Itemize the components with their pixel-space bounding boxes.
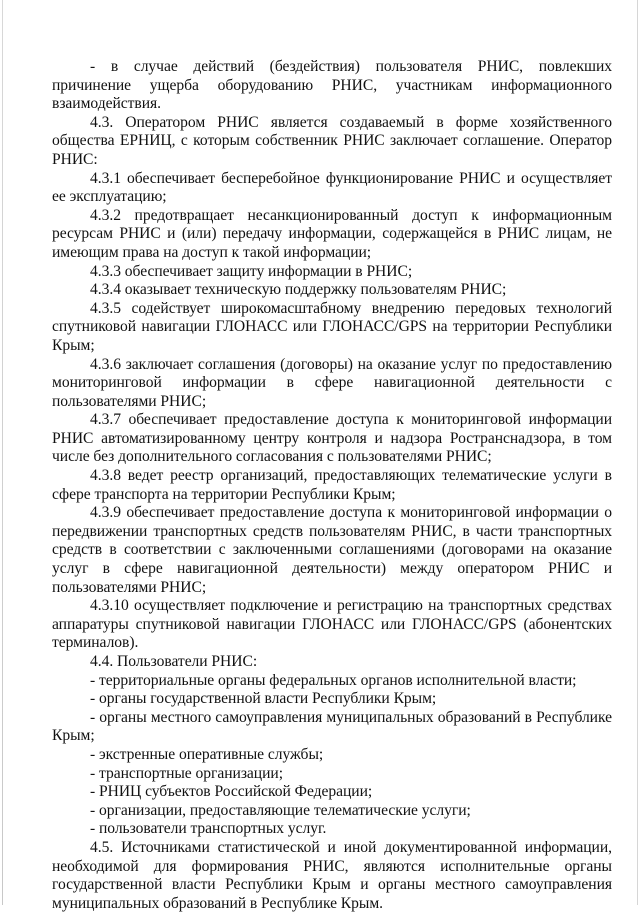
- list-item-transport-organizations: - транспортные организации;: [90, 764, 283, 782]
- paragraph-4-3-10: 4.3.10 осуществляет подключение и регистрацию на транспортных средствах аппаратуры спутниковой навигации ГЛОНАСС или ГЛОНАСС/GPS (абонентских терминалов).: [52, 597, 612, 652]
- scan-edge-left: [2, 0, 3, 905]
- list-item-emergency-services: - экстренные оперативные службы;: [90, 745, 324, 763]
- paragraph-4-3-3: 4.3.3 обеспечивает защиту информации в РНИС;: [90, 262, 413, 280]
- paragraph-damage-clause: - в случае действий (бездействия) пользователя РНИС, повлекших причинение ущерба оборудованию РНИС, участникам информационного взаимодействия.: [52, 58, 612, 113]
- paragraph-4-4: 4.4. Пользователи РНИС:: [90, 653, 258, 670]
- paragraph-4-5: 4.5. Источниками статистической и иной документированной информации, необходимой для формирования РНИС, являются исполнительные органы государственной власти Республики Крым и органы местного самоуправления муниципальных образований в Республике Крым.: [52, 838, 612, 912]
- paragraph-4-3-9: 4.3.9 обеспечивает предоставление доступа к мониторинговой информации о передвижении транспортных средств пользователям РНИС, в части транспортных средств в соответствии с заключенными соглашениями (договорами на оказание услуг в сфере навигационной деятельности) между оператором РНИС и пользователями РНИС;: [52, 504, 612, 596]
- paragraph-4-3-7: 4.3.7 обеспечивает предоставление доступа к мониторинговой информации РНИС автоматизированному центру контроля и надзора Ространснадзора, в том числе без дополнительного согласования с пользователями РНИС;: [52, 411, 612, 466]
- list-item-state-authorities: - органы государственной власти Республики Крым;: [90, 690, 437, 708]
- paragraph-4-3-2: 4.3.2 предотвращает несанкционированный доступ к информационным ресурсам РНИС и (или) передачу информации, содержащейся в РНИС лицам, не имеющим права на доступ к такой информации;: [52, 206, 612, 261]
- list-item-local-government: - органы местного самоуправления муниципальных образований в Республике Крым;: [52, 708, 612, 745]
- scan-edge-right: [637, 0, 638, 905]
- paragraph-4-3-8: 4.3.8 ведет реестр организаций, предоставляющих телематические услуги в сфере транспорта на территории Республики Крым;: [52, 467, 612, 503]
- list-item-territorial-bodies: - территориальные органы федеральных органов исполнительной власти;: [90, 671, 577, 689]
- paragraph-4-3-4: 4.3.4 оказывает техническую поддержку пользователям РНИС;: [90, 281, 507, 299]
- paragraph-4-3: 4.3. Оператором РНИС является создаваемый в форме хозяйственного общества ЕРНИЦ, с которым собственник РНИС заключает соглашение. Оператор РНИС:: [52, 113, 612, 168]
- list-item-transport-users: - пользователи транспортных услуг.: [90, 820, 327, 838]
- paragraph-4-3-6: 4.3.6 заключает соглашения (договоры) на оказание услуг по предоставлению мониторинговой информации в сфере навигационной деятельности с пользователями РНИС;: [52, 355, 612, 410]
- list-item-rnic-subjects: - РНИЦ субъектов Российской Федерации;: [90, 783, 373, 801]
- paragraph-4-3-1: 4.3.1 обеспечивает бесперебойное функционирование РНИС и осуществляет ее эксплуатацию;: [52, 169, 612, 206]
- paragraph-4-3-5: 4.3.5 содействует широкомасштабному внедрению передовых технологий спутниковой навигации ГЛОНАСС или ГЛОНАСС/GPS на территории Республики Крым;: [52, 299, 612, 354]
- list-item-telematic-providers: - организации, предоставляющие телематические услуги;: [90, 801, 471, 819]
